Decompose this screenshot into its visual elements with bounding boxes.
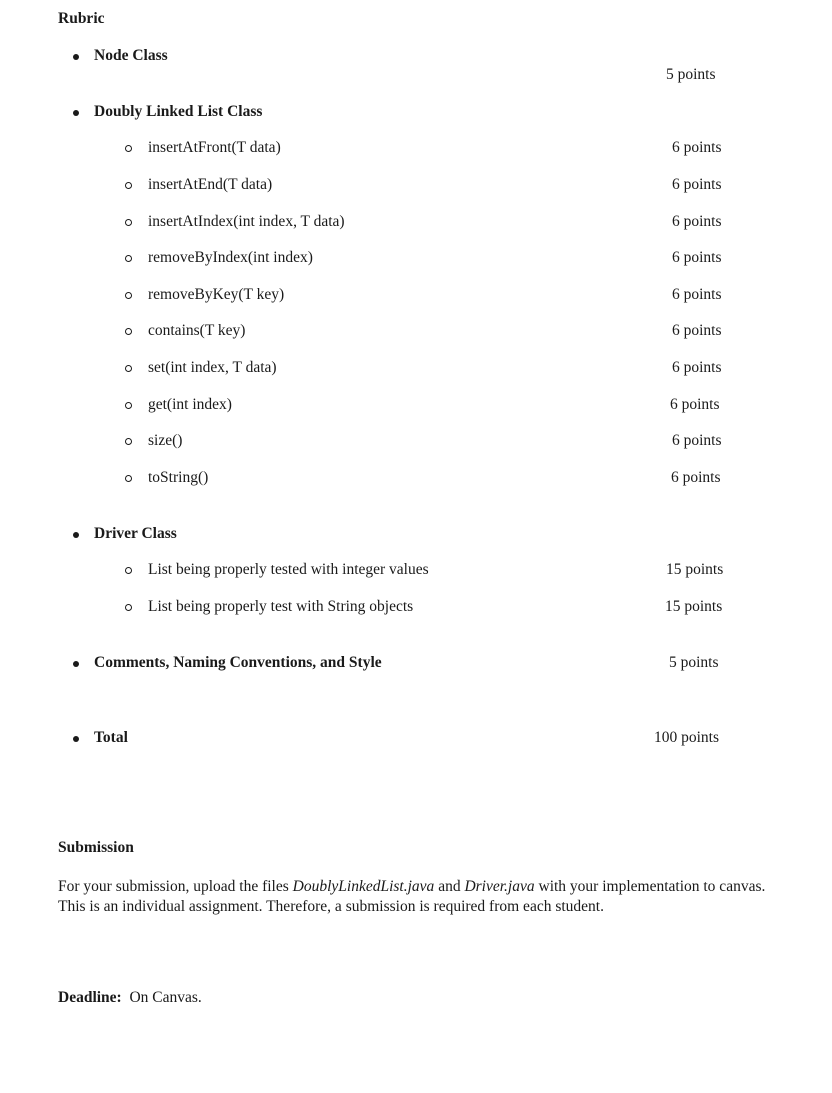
dll-class-label: Doubly Linked List Class [94,103,263,120]
list-item: get(int index) [148,396,232,413]
circle-bullet-icon [125,292,132,299]
list-item: contains(T key) [148,322,246,339]
list-item-points: 6 points [672,213,722,230]
style-label: Comments, Naming Conventions, and Style [94,654,382,671]
file-name-doublylinkedlist: DoublyLinkedList.java [292,878,435,895]
file-name-driver: Driver.java [464,878,535,895]
list-item-points: 6 points [671,469,721,486]
deadline-value: On Canvas. [129,989,202,1006]
list-item-points: 15 points [666,561,724,578]
list-item: insertAtEnd(T data) [148,176,273,193]
total-points: 100 points [654,729,720,746]
list-item-points: 6 points [672,139,722,156]
submission-paragraph [58,877,768,916]
bullet-icon [73,736,79,742]
bullet-icon [73,110,79,116]
total-label: Total [94,729,128,746]
list-item-points: 6 points [672,322,722,339]
list-item-points: 6 points [672,249,722,266]
circle-bullet-icon [125,145,132,152]
list-item: insertAtFront(T data) [148,139,281,156]
circle-bullet-icon [125,219,132,226]
node-class-label: Node Class [94,47,168,64]
circle-bullet-icon [125,475,132,482]
list-item-points: 6 points [670,396,720,413]
deadline-line [58,989,202,1007]
submission-text-and: and [434,878,465,895]
list-item: List being properly tested with integer values [148,561,429,578]
circle-bullet-icon [125,402,132,409]
list-item-points: 6 points [672,359,722,376]
list-item: List being properly test with String objects [148,598,414,615]
list-item: set(int index, T data) [148,359,277,376]
list-item-points: 6 points [672,432,722,449]
circle-bullet-icon [125,604,132,611]
style-points: 5 points [669,654,719,671]
circle-bullet-icon [125,365,132,372]
list-item-points: 15 points [665,598,723,615]
submission-text-after: with your implementation to canvas. This is an individual assignment. Therefore, a submission is required from each student. [58,878,766,915]
list-item: size() [148,432,183,449]
circle-bullet-icon [125,182,132,189]
driver-class-label: Driver Class [94,525,177,542]
list-item-points: 6 points [672,176,722,193]
bullet-icon [73,532,79,538]
deadline-label: Deadline: [58,989,122,1006]
submission-text-before: For your submission, upload the files [58,878,293,895]
list-item: removeByIndex(int index) [148,249,313,266]
circle-bullet-icon [125,255,132,262]
list-item: removeByKey(T key) [148,286,285,303]
list-item: toString() [148,469,209,486]
bullet-icon [73,54,79,60]
circle-bullet-icon [125,438,132,445]
list-item-points: 6 points [672,286,722,303]
rubric-heading: Rubric [58,10,105,27]
list-item: insertAtIndex(int index, T data) [148,213,345,230]
bullet-icon [73,661,79,667]
node-class-points: 5 points [666,66,716,83]
circle-bullet-icon [125,567,132,574]
circle-bullet-icon [125,328,132,335]
submission-heading: Submission [58,839,134,856]
